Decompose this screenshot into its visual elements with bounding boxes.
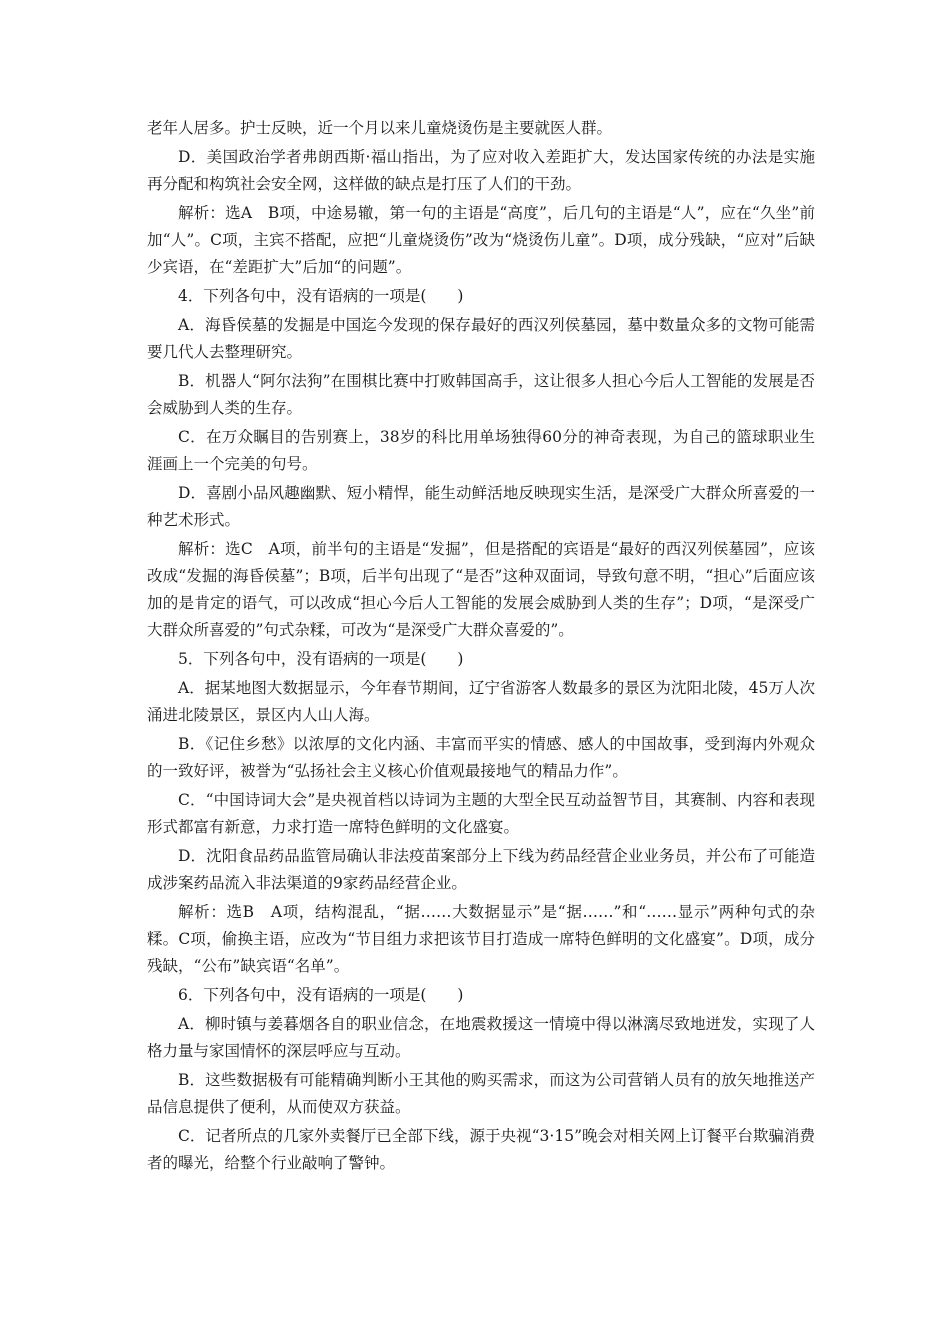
paragraph: A．海昏侯墓的发掘是中国迄今发现的保存最好的西汉列侯墓园，墓中数量众多的文物可能需要几代人去整理研究。 [147,316,815,361]
paragraph: C．记者所点的几家外卖餐厅已全部下线，源于央视“3·15”晚会对相关网上订餐平台欺骗消费者的曝光，给整个行业敲响了警钟。 [147,1127,815,1172]
paragraph: 5．下列各句中，没有语病的一项是( ) [178,650,464,668]
paragraph: 解析：选B A项，结构混乱，“据……大数据显示”是“据……”和“……显示”两种句式的杂糅。C项，偷换主语，应改为“节目组力求把该节目打造成一席特色鲜明的文化盛宴”。D项，成分残缺，“公布”缺宾语“名单”。 [147,903,815,975]
document-body [147,115,815,1179]
paragraph: 老年人居多。护士反映，近一个月以来儿童烧烫伤是主要就医人群。 [147,119,613,137]
paragraph: B．机器人“阿尔法狗”在围棋比赛中打败韩国高手，这让很多人担心今后人工智能的发展是否会威胁到人类的生存。 [147,372,815,417]
paragraph: B．《记住乡愁》以浓厚的文化内涵、丰富而平实的情感、感人的中国故事，受到海内外观众的一致好评，被誉为“弘扬社会主义核心价值观最接地气的精品力作”。 [147,735,815,780]
paragraph: D．美国政治学者弗朗西斯·福山指出，为了应对收入差距扩大，发达国家传统的办法是实施再分配和构筑社会安全网，这样做的缺点是打压了人们的干劲。 [147,148,815,193]
paragraph: 解析：选C A项，前半句的主语是“发掘”，但是搭配的宾语是“最好的西汉列侯墓园”，应该改成“发掘的海昏侯墓”；B项，后半句出现了“是否”这种双面词，导致句意不明，“担心”后面应该加的是肯定的语气，可以改成“担心今后人工智能的发展会威胁到人类的生存”；D项，“是深受广大群众所喜爱的”句式杂糅，可改为“是深受广大群众喜爱的”。 [147,540,815,639]
paragraph: A．柳时镇与姜暮烟各自的职业信念，在地震救援这一情境中得以淋漓尽致地迸发，实现了人格力量与家国情怀的深层呼应与互动。 [147,1015,815,1060]
paragraph: B．这些数据极有可能精确判断小王其他的购买需求，而这为公司营销人员有的放矢地推送产品信息提供了便利，从而使双方获益。 [147,1071,815,1116]
paragraph: A．据某地图大数据显示，今年春节期间，辽宁省游客人数最多的景区为沈阳北陵，45万人次涌进北陵景区，景区内人山人海。 [147,679,815,724]
paragraph: 4．下列各句中，没有语病的一项是( ) [178,287,464,305]
paragraph: C．“中国诗词大会”是央视首档以诗词为主题的大型全民互动益智节目，其赛制、内容和表现形式都富有新意，力求打造一席特色鲜明的文化盛宴。 [147,791,815,836]
paragraph: D．喜剧小品风趣幽默、短小精悍，能生动鲜活地反映现实生活，是深受广大群众所喜爱的一种艺术形式。 [147,484,815,529]
paragraph: D．沈阳食品药品监管局确认非法疫苗案部分上下线为药品经营企业业务员，并公布了可能造成涉案药品流入非法渠道的9家药品经营企业。 [147,847,815,892]
paragraph: 解析：选A B项，中途易辙，第一句的主语是“高度”，后几句的主语是“人”，应在“久坐”前加“人”。C项，主宾不搭配，应把“儿童烧烫伤”改为“烧烫伤儿童”。D项，成分残缺，“应对”后缺少宾语，在“差距扩大”后加“的问题”。 [147,204,815,276]
paragraph: C．在万众瞩目的告别赛上，38岁的科比用单场独得60分的神奇表现，为自己的篮球职业生涯画上一个完美的句号。 [147,428,815,473]
paragraph: 6．下列各句中，没有语病的一项是( ) [178,986,464,1004]
